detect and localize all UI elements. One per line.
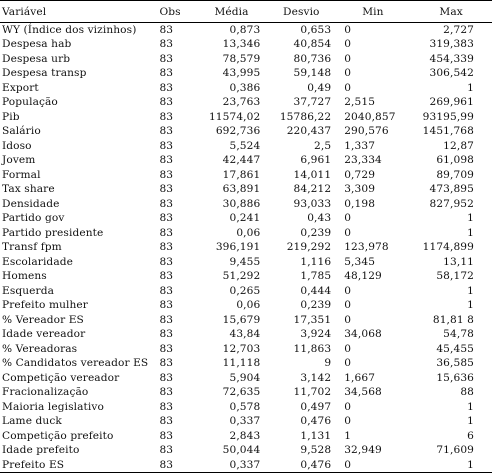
variable-cell: Despesa transp — [2, 67, 87, 80]
variable-cell: Partido gov — [2, 212, 65, 225]
max-cell: 61,098 — [436, 154, 474, 167]
variable-cell: Prefeito ES — [2, 458, 65, 471]
media-cell: 11,118 — [222, 357, 261, 370]
desvio-cell: 220,437 — [286, 125, 332, 138]
max-cell: 12,87 — [443, 139, 474, 152]
obs-cell: 83 — [159, 154, 174, 167]
obs-cell: 83 — [159, 371, 174, 384]
variable-cell: Pib — [2, 110, 20, 123]
min-cell: 1 — [344, 429, 352, 442]
variable-cell: Despesa hab — [2, 38, 72, 51]
desvio-cell: 40,854 — [293, 38, 332, 51]
table-row — [0, 23, 492, 38]
min-cell: 290,576 — [344, 125, 389, 138]
header-desvio: Desvio — [282, 5, 320, 18]
media-cell: 23,763 — [222, 96, 261, 109]
max-cell: 36,585 — [436, 357, 474, 370]
max-cell: 454,339 — [429, 52, 474, 65]
desvio-cell: 59,148 — [293, 67, 332, 80]
media-cell: 5,904 — [229, 371, 261, 384]
media-cell: 30,886 — [222, 197, 261, 210]
variable-cell: Idade prefeito — [2, 444, 80, 457]
header-obs: Obs — [159, 5, 181, 18]
max-cell: 13,11 — [443, 255, 474, 268]
obs-cell: 83 — [159, 458, 174, 471]
variable-cell: Tax share — [2, 183, 55, 196]
min-cell: 0 — [344, 299, 352, 312]
obs-cell: 83 — [159, 415, 174, 428]
min-cell: 34,068 — [344, 328, 382, 341]
obs-cell: 83 — [159, 38, 174, 51]
max-cell: 473,895 — [429, 183, 474, 196]
obs-cell: 83 — [159, 168, 174, 181]
media-cell: 396,191 — [215, 241, 261, 254]
max-cell: 1174,899 — [422, 241, 474, 254]
desvio-cell: 17,351 — [293, 313, 332, 326]
media-cell: 692,736 — [215, 125, 261, 138]
obs-cell: 83 — [159, 81, 174, 94]
min-cell: 0 — [344, 52, 352, 65]
desvio-cell: 0,476 — [300, 415, 332, 428]
min-cell: 0,198 — [344, 197, 376, 210]
desvio-cell: 0,653 — [300, 24, 332, 36]
obs-cell: 83 — [159, 241, 174, 254]
table-row — [0, 226, 492, 241]
variable-cell: Fracionalização — [2, 386, 89, 399]
table-row — [0, 240, 492, 255]
min-cell: 2,515 — [344, 96, 376, 109]
variable-cell: % Candidatos vereador ES — [2, 357, 149, 370]
header-variavel: Variável — [2, 5, 47, 18]
variable-cell: Idade vereador — [2, 328, 86, 341]
variable-cell: Salário — [2, 125, 41, 138]
variable-cell: % Vereador ES — [2, 313, 84, 326]
variable-cell: População — [2, 96, 58, 109]
obs-cell: 83 — [159, 342, 174, 355]
min-cell: 0 — [344, 38, 352, 51]
max-cell: 1 — [467, 458, 474, 471]
media-cell: 78,579 — [222, 52, 261, 65]
min-cell: 123,978 — [344, 241, 389, 254]
max-cell: 269,961 — [429, 96, 474, 109]
variable-cell: Prefeito mulher — [2, 299, 88, 312]
max-cell: 319,383 — [429, 38, 474, 51]
obs-cell: 83 — [159, 429, 174, 442]
min-cell: 0 — [344, 357, 352, 370]
media-cell: 9,455 — [229, 255, 261, 268]
media-cell: 63,891 — [222, 183, 261, 196]
min-cell: 0 — [344, 400, 352, 413]
table-row — [0, 255, 492, 270]
obs-cell: 83 — [159, 110, 174, 123]
table-row — [0, 81, 492, 96]
media-cell: 0,386 — [229, 81, 261, 94]
max-cell: 88 — [460, 386, 474, 399]
obs-cell: 83 — [159, 52, 174, 65]
obs-cell: 83 — [159, 125, 174, 138]
max-cell: 1 — [467, 81, 474, 94]
max-cell: 1451,768 — [422, 125, 474, 138]
desvio-cell: 0,239 — [300, 226, 332, 239]
desvio-cell: 3,924 — [300, 328, 332, 341]
min-cell: 0 — [344, 458, 352, 471]
media-cell: 0,873 — [229, 24, 261, 36]
variable-cell: Idoso — [2, 139, 32, 152]
max-cell: 1 — [467, 212, 474, 225]
table-row — [0, 458, 492, 473]
media-cell: 0,06 — [236, 226, 261, 239]
obs-cell: 83 — [159, 386, 174, 399]
max-cell: 71,609 — [436, 444, 474, 457]
media-cell: 13,346 — [222, 38, 261, 51]
max-cell: 1 — [467, 400, 474, 413]
max-cell: 93195,99 — [422, 110, 474, 123]
variable-cell: Despesa urb — [2, 52, 71, 65]
table-row — [0, 414, 492, 429]
table-row — [0, 298, 492, 313]
table-row — [0, 168, 492, 183]
table-row — [0, 269, 492, 284]
media-cell: 43,995 — [222, 67, 261, 80]
media-cell: 12,703 — [222, 342, 261, 355]
media-cell: 11574,02 — [208, 110, 261, 123]
max-cell: 1 — [467, 284, 474, 297]
max-cell: 58,172 — [436, 270, 474, 283]
desvio-cell: 0,497 — [300, 400, 332, 413]
desvio-cell: 15786,22 — [279, 110, 332, 123]
table-body — [0, 23, 492, 473]
desvio-cell: 11,863 — [293, 342, 332, 355]
table-row — [0, 153, 492, 168]
table-row — [0, 429, 492, 444]
variable-cell: Partido presidente — [2, 226, 104, 239]
obs-cell: 83 — [159, 139, 174, 152]
desvio-cell: 9 — [324, 357, 332, 370]
variable-cell: Competição vereador — [2, 371, 120, 384]
media-cell: 0,337 — [229, 415, 261, 428]
media-cell: 0,578 — [229, 400, 261, 413]
max-cell: 54,78 — [443, 328, 474, 341]
media-cell: 15,679 — [222, 313, 261, 326]
desvio-cell: 6,961 — [300, 154, 332, 167]
desvio-cell: 3,142 — [300, 371, 332, 384]
min-cell: 0 — [344, 81, 352, 94]
variable-cell: Formal — [2, 168, 41, 181]
min-cell: 1,337 — [344, 139, 376, 152]
min-cell: 0 — [344, 284, 352, 297]
desvio-cell: 1,785 — [300, 270, 332, 283]
desvio-cell: 37,727 — [293, 96, 332, 109]
media-cell: 0,06 — [236, 299, 261, 312]
variable-cell: Competição prefeito — [2, 429, 114, 442]
table-row — [0, 443, 492, 458]
table-row — [0, 371, 492, 386]
obs-cell: 83 — [159, 313, 174, 326]
desvio-cell: 0,476 — [300, 458, 332, 471]
obs-cell: 83 — [159, 255, 174, 268]
media-cell: 51,292 — [222, 270, 261, 283]
media-cell: 50,044 — [222, 444, 261, 457]
table-row — [0, 327, 492, 342]
max-cell: 827,952 — [429, 197, 474, 210]
min-cell: 32,949 — [344, 444, 382, 457]
obs-cell: 83 — [159, 284, 174, 297]
variable-cell: Transf fpm — [2, 241, 62, 254]
variable-cell: Jovem — [2, 154, 36, 167]
table-row — [0, 66, 492, 81]
table-row — [0, 95, 492, 110]
table-row — [0, 110, 492, 125]
media-cell: 17,861 — [222, 168, 261, 181]
desvio-cell: 0,43 — [307, 212, 332, 225]
table-row — [0, 385, 492, 400]
table-row — [0, 356, 492, 371]
min-cell: 0 — [344, 67, 352, 80]
max-cell: 1 — [467, 299, 474, 312]
obs-cell: 83 — [159, 270, 174, 283]
table-row — [0, 124, 492, 139]
max-cell: 81,81 8 — [432, 313, 474, 326]
min-cell: 5,345 — [344, 255, 376, 268]
variable-cell: Homens — [2, 270, 47, 283]
obs-cell: 83 — [159, 328, 174, 341]
max-cell: 89,709 — [436, 168, 474, 181]
table-row — [0, 211, 492, 226]
table-row — [0, 182, 492, 197]
desvio-cell: 14,011 — [293, 168, 332, 181]
table-row — [0, 313, 492, 328]
obs-cell: 83 — [159, 226, 174, 239]
max-cell: 306,542 — [429, 67, 474, 80]
variable-cell: WY (Índice dos vizinhos) — [2, 24, 137, 36]
table-row — [0, 139, 492, 154]
desvio-cell: 9,528 — [300, 444, 332, 457]
desvio-cell: 11,702 — [293, 386, 332, 399]
table-row — [0, 37, 492, 52]
obs-cell: 83 — [159, 299, 174, 312]
desvio-cell: 1,116 — [300, 255, 332, 268]
media-cell: 0,241 — [229, 212, 261, 225]
media-cell: 42,447 — [222, 154, 261, 167]
media-cell: 0,265 — [229, 284, 261, 297]
obs-cell: 83 — [159, 212, 174, 225]
min-cell: 23,334 — [344, 154, 382, 167]
variable-cell: Export — [2, 81, 39, 94]
table-row — [0, 197, 492, 212]
min-cell: 0 — [344, 24, 352, 36]
desvio-cell: 80,736 — [293, 52, 332, 65]
media-cell: 43,84 — [229, 328, 261, 341]
obs-cell: 83 — [159, 400, 174, 413]
desvio-cell: 0,239 — [300, 299, 332, 312]
obs-cell: 83 — [159, 67, 174, 80]
table-row — [0, 52, 492, 67]
table-row — [0, 342, 492, 357]
desvio-cell: 0,444 — [300, 284, 332, 297]
min-cell: 1,667 — [344, 371, 376, 384]
min-cell: 0 — [344, 415, 352, 428]
header-media: Média — [214, 5, 249, 18]
obs-cell: 83 — [159, 197, 174, 210]
header-row — [0, 1, 492, 23]
obs-cell: 83 — [159, 96, 174, 109]
obs-cell: 83 — [159, 444, 174, 457]
variable-cell: Maioria legislativo — [2, 400, 104, 413]
variable-cell: Densidade — [2, 197, 60, 210]
min-cell: 0 — [344, 342, 352, 355]
max-cell: 15,636 — [436, 371, 474, 384]
media-cell: 0,337 — [229, 458, 261, 471]
min-cell: 0,729 — [344, 168, 376, 181]
media-cell: 72,635 — [222, 386, 261, 399]
obs-cell: 83 — [159, 183, 174, 196]
header-max: Max — [439, 5, 463, 18]
min-cell: 0 — [344, 212, 352, 225]
min-cell: 34,568 — [344, 386, 382, 399]
desvio-cell: 93,033 — [293, 197, 332, 210]
max-cell: 1 — [467, 415, 474, 428]
media-cell: 5,524 — [229, 139, 261, 152]
table-row — [0, 284, 492, 299]
max-cell: 2,727 — [443, 24, 474, 36]
header-min: Min — [362, 5, 384, 18]
variable-cell: Lame duck — [2, 415, 62, 428]
desvio-cell: 2,5 — [314, 139, 332, 152]
variable-cell: % Vereadoras — [2, 342, 78, 355]
obs-cell: 83 — [159, 357, 174, 370]
min-cell: 48,129 — [344, 270, 382, 283]
max-cell: 45,455 — [436, 342, 474, 355]
max-cell: 1 — [467, 226, 474, 239]
variable-cell: Escolaridade — [2, 255, 73, 268]
desvio-cell: 1,131 — [300, 429, 332, 442]
desvio-cell: 219,292 — [286, 241, 332, 254]
min-cell: 0 — [344, 313, 352, 326]
obs-cell: 83 — [159, 24, 174, 36]
max-cell: 6 — [467, 429, 474, 442]
table-row — [0, 400, 492, 415]
min-cell: 0 — [344, 226, 352, 239]
desvio-cell: 0,49 — [307, 81, 332, 94]
desvio-cell: 84,212 — [293, 183, 332, 196]
min-cell: 2040,857 — [344, 110, 396, 123]
variable-cell: Esquerda — [2, 284, 55, 297]
media-cell: 2,843 — [229, 429, 261, 442]
min-cell: 3,309 — [344, 183, 376, 196]
